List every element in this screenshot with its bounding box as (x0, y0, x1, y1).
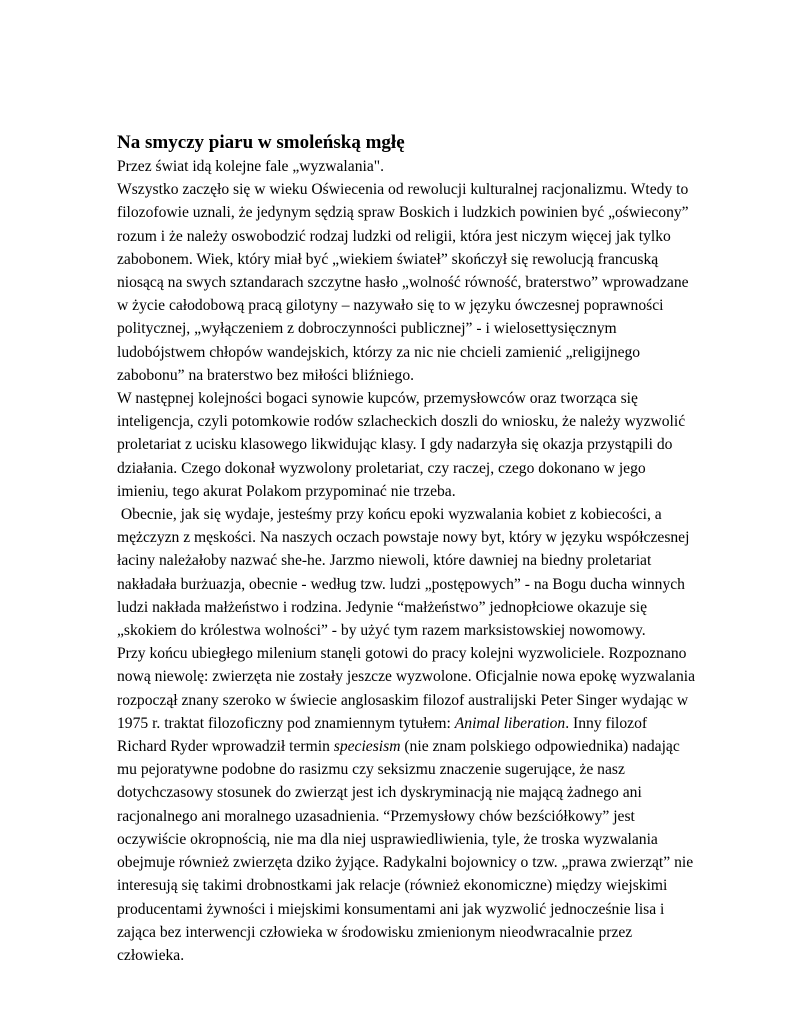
text-line: niosącą na swych sztandarach szczytne hasło „wolność równość, braterstwo” wprowadzane (117, 274, 689, 292)
italic-title: speciesism (333, 738, 401, 756)
text-line: oczywiście okropnością, nie ma dla niej usprawiedliwienia, tyle, że troska wyzwalania (117, 830, 658, 848)
text-line: Obecnie, jak się wydaje, jesteśmy przy końcu epoki wyzwalania kobiet z kobiecości, a (117, 506, 662, 524)
text-line: producentami żywności i miejskimi konsumentami ani jak wyzwolić jednocześnie lisa i (117, 900, 665, 918)
text-line: dotychczasowy stosunek do zwierząt jest ich dyskryminacją nie mającą żadnego ani (117, 784, 642, 802)
text-line: Przez świat idą kolejne fale „wyzwalania". (117, 158, 385, 175)
text-line (117, 735, 685, 758)
text-segment: 1975 r. traktat filozoficzny pod znamiennym tytułem: (117, 714, 455, 732)
text-line: filozofowie uznali, że jedynym sędzią spraw Boskich i ludzkich powinien być „oświecony” (117, 204, 689, 222)
text-line: w życie całodobową pracą gilotyny – nazywało się to w języku ówczesnej poprawności (117, 297, 664, 315)
text-segment: . Inny filozof (565, 714, 648, 732)
text-line: zająca bez interwencji człowieka w środowisku zmienionym nieodwracalnie przez (117, 923, 633, 941)
text-line: zabobonu” na braterstwo bez miłości bliźniego. (117, 366, 415, 384)
text-line: łaciny należałoby nazwać she-he. Jarzmo niewoli, które dawniej na biedny proletariat (117, 552, 652, 570)
text-line: nową niewolę: zwierzęta nie zostały jeszcze wyzwolone. Oficjalnie nowa epokę wyzwalania (117, 668, 696, 686)
text-line: obejmuje również zwierzęta dziko żyjące. Radykalni bojownicy o tzw. „prawa zwierząt” nie (117, 854, 694, 872)
text-line: imieniu, tego akurat Polakom przypominać nie trzeba. (117, 482, 456, 500)
text-line: człowieka. (117, 946, 185, 964)
text-line: mu pejoratywne podobne do rasizmu czy seksizmu znaczenie sugerujące, że nasz (117, 761, 625, 779)
text-line: rozum i że należy oswobodzić rodzaj ludzki od religii, która jest niczym więcej jak tylko (117, 227, 671, 245)
document-title: Na smyczy piaru w smoleńską mgłę (117, 132, 405, 153)
text-line: interesują się takimi drobnostkami jak relacje (również ekonomiczne) między wiejskimi (117, 877, 668, 895)
text-segment: Richard Ryder wprowadził termin (117, 738, 334, 756)
text-line: rozpoczął znany szeroko w świecie anglosaskim filozof australijski Peter Singer wydając w (117, 691, 689, 709)
text-line: mężczyzn z męskości. Na naszych oczach powstaje nowy byt, który w języku współczesnej (117, 529, 690, 547)
italic-title: Animal liberation (454, 714, 566, 732)
text-line: działania. Czego dokonał wyzwolony proletariat, czy raczej, czego dokonano w jego (117, 459, 646, 477)
text-line: Wszystko zaczęło się w wieku Oświecenia od rewolucji kulturalnej racjonalizmu. Wtedy to (117, 181, 689, 199)
document-page (117, 131, 696, 967)
text-line: ludobójstwem chłopów wandejskich, którzy za nic nie chcieli zamienić „religijnego (117, 343, 641, 361)
text-line: „skokiem do królestwa wolności” - by użyć tym razem marksistowskiej nowomowy. (117, 622, 646, 640)
text-segment: (nie znam polskiego odpowiednika) nadając (400, 738, 680, 756)
text-line: nakładała burżuazja, obecnie - według tzw. ludzi „postępowych” - na Bogu ducha winnych (117, 575, 685, 593)
text-line: W następnej kolejności bogaci synowie kupców, przemysłowców oraz tworząca się (117, 390, 638, 408)
text-line: racjonalnego ani moralnego uzasadnienia. “Przemysłowy chów bezściółkowy” jest (117, 807, 635, 825)
text-line: ludzi nakłada małżeństwo i rodzina. Jedynie “małżeństwo” jednopłciowe okazuje się (117, 598, 647, 616)
text-line: proletariat z ucisku klasowego likwidując klasy. I gdy nadarzyła się okazja przystąpili do (117, 436, 673, 454)
text-line: Przy końcu ubiegłego milenium stanęli gotowi do pracy kolejni wyzwoliciele. Rozpoznano (117, 645, 687, 663)
text-line: zabobonem. Wiek, który miał być „wiekiem świateł” skończył się rewolucją francuską (117, 250, 659, 268)
text-line: politycznej, „wyłączeniem z dobroczynności publicznej” - i wielosettysięcznym (117, 320, 617, 338)
text-line: inteligencja, czyli potomkowie rodów szlacheckich doszli do wniosku, że należy wyzwolić (117, 413, 686, 431)
text-line (117, 712, 685, 735)
document-body (117, 155, 696, 967)
